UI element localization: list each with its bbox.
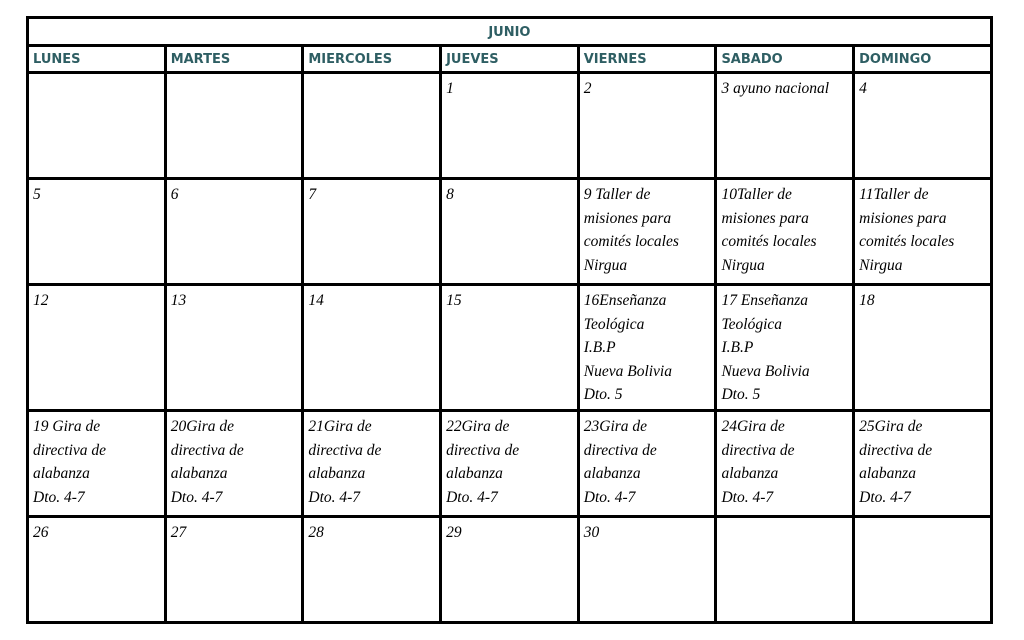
day-cell-sunday <box>854 179 992 285</box>
day-cell-monday <box>28 73 166 179</box>
day-entry: 30 <box>583 524 600 541</box>
day-entry-line: directiva de <box>721 441 795 459</box>
day-entry-line: alabanza <box>33 465 90 482</box>
day-cell-thursday <box>441 517 579 623</box>
day-entry: 13 <box>170 292 187 309</box>
day-entry: 25Gira de <box>859 418 923 435</box>
weekday-tuesday: MARTES <box>165 46 303 73</box>
weekday-wednesday: MIERCOLES <box>303 46 441 73</box>
day-entry: 15 <box>446 292 462 309</box>
day-entry: 5 <box>33 186 41 203</box>
day-cell-tuesday <box>165 411 303 517</box>
day-entry-line: Dto. 4-7 <box>583 488 636 506</box>
day-entry-line: comités locales <box>721 233 817 250</box>
week-row <box>28 285 992 411</box>
day-entry: 4 <box>859 80 867 97</box>
day-cell-tuesday <box>165 179 303 285</box>
day-entry: 7 <box>308 186 317 203</box>
day-entry-line: directiva de <box>308 441 382 459</box>
day-cell-saturday <box>716 517 854 623</box>
day-entry-line: alabanza <box>721 465 779 482</box>
day-cell-wednesday <box>303 73 441 179</box>
day-cell-thursday <box>441 285 579 411</box>
weekday-sunday: DOMINGO <box>854 46 992 73</box>
day-cell-friday <box>578 73 716 179</box>
day-entry-line: Dto. 4-7 <box>170 488 223 506</box>
day-entry-line: Nirgua <box>583 256 628 274</box>
day-entry: 10Taller de <box>721 186 792 203</box>
day-entry: 11Taller de <box>859 186 929 203</box>
day-entry-line: alabanza <box>583 465 641 482</box>
day-cell-sunday <box>854 517 992 623</box>
day-entry: 1 <box>446 80 454 97</box>
day-cell-sunday <box>854 285 992 411</box>
day-cell-wednesday <box>303 285 441 411</box>
day-entry-line: directiva de <box>33 441 107 459</box>
day-entry-line: comités locales <box>583 233 679 250</box>
day-cell-friday <box>578 411 716 517</box>
weekday-friday: VIERNES <box>578 46 716 73</box>
day-entry-line: alabanza <box>446 465 503 482</box>
day-cell-saturday <box>716 285 854 411</box>
day-entry: 23Gira de <box>583 418 648 435</box>
day-entry: 21Gira de <box>308 418 372 435</box>
day-entry-line: I.B.P <box>721 339 754 356</box>
day-cell-tuesday <box>165 517 303 623</box>
day-entry: 9 Taller de <box>583 186 651 203</box>
day-cell-wednesday <box>303 517 441 623</box>
day-entry-line: Dto. 5 <box>583 386 623 403</box>
day-entry-line: Dto. 5 <box>721 386 761 403</box>
day-entry: 12 <box>33 292 49 309</box>
day-entry-line: misiones para <box>859 209 947 227</box>
week-row <box>28 411 992 517</box>
day-entry-line: Teológica <box>583 315 645 333</box>
day-entry: 6 <box>170 186 179 203</box>
day-entry-line: Dto. 4-7 <box>721 488 774 506</box>
day-entry-line: misiones para <box>583 209 672 227</box>
day-cell-monday <box>28 285 166 411</box>
day-cell-monday <box>28 517 166 623</box>
weekday-monday: LUNES <box>28 46 166 73</box>
day-entry: 27 <box>170 524 187 541</box>
day-entry-line: directiva de <box>583 441 657 459</box>
month-title: JUNIO <box>28 18 992 46</box>
calendar-body <box>28 73 992 623</box>
day-cell-tuesday <box>165 73 303 179</box>
week-row <box>28 517 992 623</box>
day-cell-saturday <box>716 411 854 517</box>
day-entry-line: alabanza <box>170 465 228 482</box>
day-entry-line: Nirgua <box>721 256 765 274</box>
day-entry: 2 <box>583 80 592 97</box>
weekday-saturday: SABADO <box>716 46 854 73</box>
day-cell-sunday <box>854 73 992 179</box>
day-entry-line: comités locales <box>859 233 955 250</box>
day-cell-thursday <box>441 73 579 179</box>
week-row <box>28 73 992 179</box>
day-entry: 19 Gira de <box>33 418 101 435</box>
day-entry-line: Nueva Bolivia <box>721 362 810 380</box>
day-entry-line: misiones para <box>721 209 809 227</box>
day-cell-tuesday <box>165 285 303 411</box>
day-cell-wednesday <box>303 179 441 285</box>
day-entry-line: directiva de <box>859 441 933 459</box>
day-cell-thursday <box>441 179 579 285</box>
day-entry-line: Dto. 4-7 <box>859 488 911 506</box>
day-entry: 28 <box>308 524 324 541</box>
day-cell-saturday <box>716 73 854 179</box>
week-row <box>28 179 992 285</box>
day-cell-saturday <box>716 179 854 285</box>
day-entry-line: I.B.P <box>583 339 616 356</box>
day-entry-line: directiva de <box>446 441 520 459</box>
day-cell-wednesday <box>303 411 441 517</box>
weekday-thursday: JUEVES <box>441 46 579 73</box>
day-entry-line: alabanza <box>308 465 366 482</box>
weekday-header-row <box>28 46 992 73</box>
day-cell-friday <box>578 517 716 623</box>
day-entry: 24Gira de <box>721 418 785 435</box>
day-cell-sunday <box>854 411 992 517</box>
day-entry-line: Dto. 4-7 <box>446 488 498 506</box>
day-entry-line: directiva de <box>170 441 244 459</box>
calendar-table <box>26 16 993 624</box>
month-header-row <box>28 18 992 46</box>
day-entry-line: Teológica <box>721 315 783 333</box>
day-entry: 29 <box>446 524 462 541</box>
day-entry: 18 <box>859 292 875 309</box>
day-cell-thursday <box>441 411 579 517</box>
day-entry: 14 <box>308 292 324 309</box>
day-cell-monday <box>28 411 166 517</box>
day-cell-friday <box>578 285 716 411</box>
day-entry: 8 <box>446 186 454 203</box>
day-entry-line: Nirgua <box>859 256 903 274</box>
day-entry: 3 ayuno nacional <box>721 80 830 97</box>
day-entry: 20Gira de <box>170 418 234 435</box>
day-entry-line: Dto. 4-7 <box>33 488 85 506</box>
day-entry-line: alabanza <box>859 465 916 482</box>
day-entry: 16Enseñanza <box>583 292 667 309</box>
day-entry-line: Nueva Bolivia <box>583 362 672 380</box>
day-entry: 22Gira de <box>446 418 510 435</box>
day-entry: 26 <box>33 524 49 541</box>
day-entry-line: Dto. 4-7 <box>308 488 361 506</box>
day-cell-friday <box>578 179 716 285</box>
day-entry: 17 Enseñanza <box>721 292 808 309</box>
day-cell-monday <box>28 179 166 285</box>
